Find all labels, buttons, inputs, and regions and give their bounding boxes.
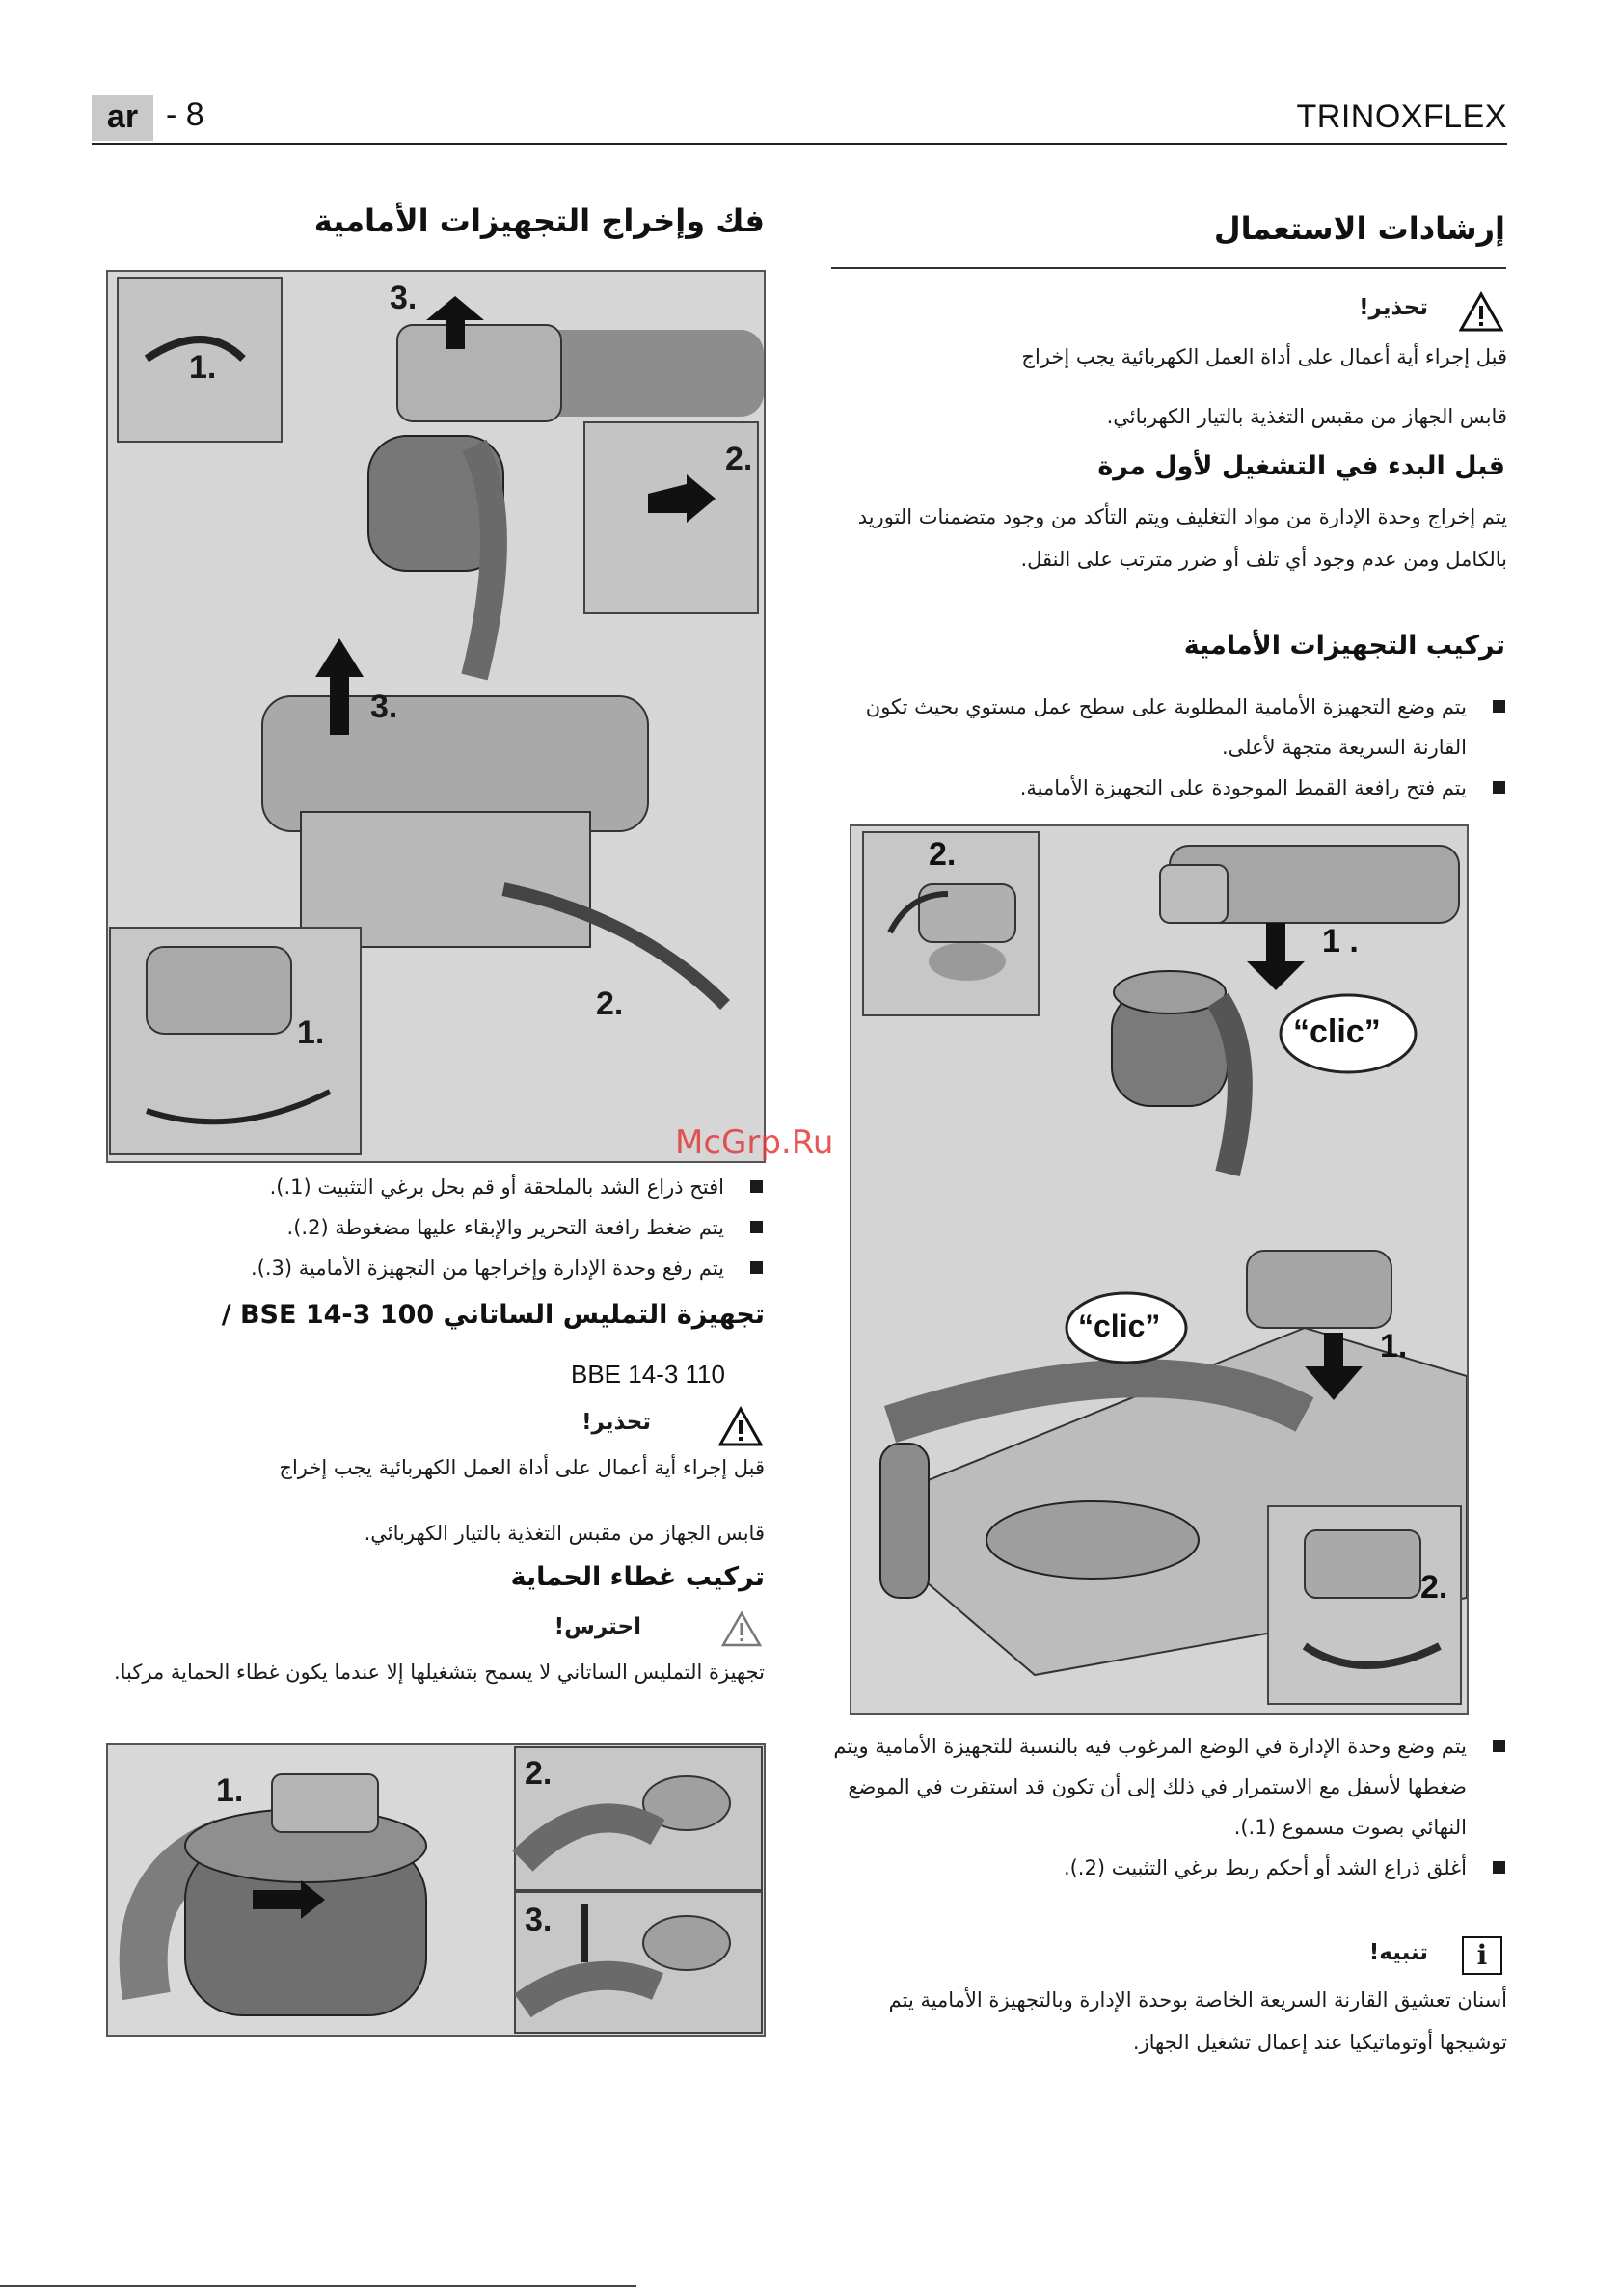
list-item [107, 1167, 763, 1207]
list-item [830, 687, 1505, 768]
list-item-text: يتم وضع التجهيزة الأمامية المطلوبة على سطح عمل مستوي بحيث تكون القارنة السريعة متجهة لأعلى. [865, 695, 1467, 759]
list-item-text: يتم ضغط رافعة التحرير والإبقاء عليها مضغوطة (2.). [286, 1216, 724, 1239]
bullet-marker [750, 1221, 763, 1233]
warning-text-line2: قابس الجهاز من مقبس التغذية بالتيار الكهربائي. [364, 1522, 765, 1545]
warning-title: تحذير! [1359, 295, 1428, 320]
figure-step-label: 2. [929, 836, 957, 873]
usage-instructions-title: إرشادات الاستعمال [1213, 210, 1505, 247]
figure-step-label: 1. [216, 1772, 244, 1809]
mount-attachments-title: تركيب التجهيزات الأمامية [1183, 631, 1505, 661]
list-item [830, 768, 1505, 808]
bullet-marker [1493, 700, 1505, 713]
mount-bullets [830, 687, 1505, 808]
removal-figure [106, 270, 766, 1163]
list-item-text: أغلق ذراع الشد أو أحكم ربط برغي التثبيت (2.). [1063, 1856, 1467, 1879]
caution-title: احترس! [554, 1614, 641, 1639]
language-tag: ar [92, 95, 153, 141]
bullet-marker [750, 1180, 763, 1193]
after-mount-bullets [830, 1726, 1505, 1888]
figure-clic-label: “clic” [1078, 1309, 1161, 1343]
warning-icon [1459, 291, 1503, 332]
list-item [107, 1248, 763, 1288]
figure-clic-label: “clic” [1293, 1013, 1381, 1050]
title-underline [831, 267, 1506, 269]
figure-step-label: 3. [370, 689, 398, 725]
warning-title: تحذير! [581, 1410, 651, 1435]
bullet-marker [1493, 1740, 1505, 1752]
bullet-marker [750, 1261, 763, 1274]
first-use-title: قبل البدء في التشغيل لأول مرة [1097, 451, 1505, 481]
guard-figure [106, 1743, 766, 2037]
list-item-text: يتم رفع وحدة الإدارة وإخراجها من التجهيزة الأمامية (3.). [250, 1256, 724, 1280]
removal-bullets [107, 1167, 763, 1288]
figure-step-label: 2. [525, 1755, 553, 1792]
list-item-text: يتم وضع وحدة الإدارة في الوضع المرغوب فيه بالنسبة للتجهيزة الأمامية ويتم ضغطها لأسفل مع الاستمرار في ذلك إلى أن تكون قد استقرت في الموضع النهائي بصوت مسموع (1.). [833, 1735, 1467, 1839]
list-item [107, 1207, 763, 1248]
watermark-text: McGrp.Ru [675, 1123, 834, 1162]
list-item [830, 1848, 1505, 1888]
satin-attachment-title-line2: BBE 14-3 110 [571, 1360, 725, 1389]
warning-text-line1: قبل إجراء أية أعمال على أداة العمل الكهربائية يجب إخراج [1021, 345, 1507, 368]
figure-step-label: 1. [1380, 1328, 1408, 1364]
page-number: - 8 [166, 96, 204, 133]
note-title: تنبيه! [1368, 1940, 1428, 1965]
figure-step-label: 3. [390, 280, 418, 316]
brand-title: TRINOXFLEX [1296, 98, 1507, 135]
warning-text-line2: قابس الجهاز من مقبس التغذية بالتيار الكهربائي. [1106, 405, 1507, 428]
figure-step-label: 1. [297, 1014, 325, 1051]
figure-step-label: 2. [725, 441, 753, 477]
bullet-marker [1493, 1861, 1505, 1874]
list-item [830, 1726, 1505, 1848]
figure-step-label: 1. [189, 349, 217, 386]
first-use-text: يتم إخراج وحدة الإدارة من مواد التغليف ويتم التأكد من وجود متضمنات التوريد بالكامل ومن عدم وجود أي تلف أو ضرر مترتب على النقل. [857, 505, 1507, 571]
footer-rule [0, 2285, 636, 2287]
figure-step-label: 2. [596, 986, 624, 1022]
figure-step-label: 3. [525, 1902, 553, 1938]
remove-attachments-title: فك وإخراج التجهيزات الأمامية [313, 203, 765, 239]
caution-icon [721, 1610, 762, 1647]
list-item-text: افتح ذراع الشد بالملحقة أو قم بحل برغي التثبيت (1.). [269, 1175, 724, 1199]
satin-attachment-title-line1: تجهيزة التمليس الساتاني BSE 14-3 100 / [221, 1300, 765, 1330]
info-icon: i [1462, 1936, 1502, 1975]
mounting-figure [850, 824, 1469, 1715]
guard-mount-title: تركيب غطاء الحماية [510, 1562, 765, 1592]
bullet-marker [1493, 781, 1505, 794]
warning-icon [718, 1406, 763, 1446]
figure-step-label: 2. [1420, 1569, 1448, 1606]
caution-text: تجهيزة التمليس الساتاني لا يسمح بتشغيلها إلا عندما يكون غطاء الحماية مركبا. [113, 1661, 765, 1684]
warning-text-line1: قبل إجراء أية أعمال على أداة العمل الكهربائية يجب إخراج [279, 1456, 765, 1479]
figure-step-label: 1 . [1322, 923, 1359, 959]
note-text: أسنان تعشيق القارنة السريعة الخاصة بوحدة الإدارة وبالتجهيزة الأمامية يتم توشيجها أوتوماتيكيا عند إعمال تشغيل الجهاز. [888, 1988, 1507, 2054]
list-item-text: يتم فتح رافعة القمط الموجودة على التجهيزة الأمامية. [1019, 776, 1467, 799]
header-divider [92, 143, 1507, 145]
